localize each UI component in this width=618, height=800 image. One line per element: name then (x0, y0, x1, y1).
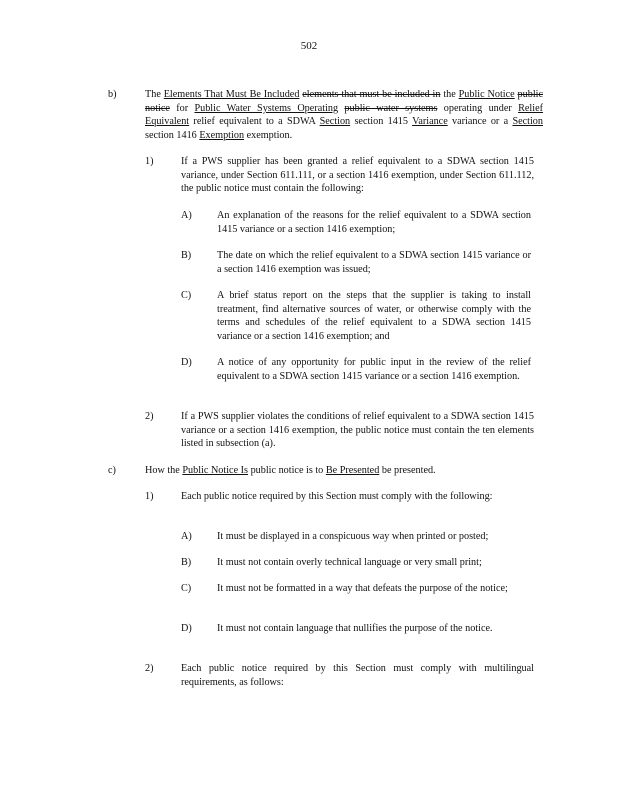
item-b1C-label: C) (181, 290, 192, 301)
item-b2-text: If a PWS supplier violates the conditions of relief equivalent to a SDWA section 1415 variance or a section 1416 exemption, the public notice must contain the ten elements listed in subsection (a). (181, 411, 534, 450)
c-segment-ins: Public Notice Is (182, 465, 249, 476)
item-b1D-text: A notice of any opportunity for public input in the review of the relief equivalent to a SDWA section 1415 variance or a section 1416 exemption. (217, 357, 531, 382)
c-segment-plain: How the (145, 465, 183, 476)
item-b1B-label: B) (181, 250, 192, 261)
b-segment-plain: section 1416 (145, 129, 200, 141)
subsection-b-heading (145, 88, 543, 142)
item-c1C-label: C) (181, 583, 192, 594)
item-b1-text: If a PWS supplier has been granted a relief equivalent to a SDWA section 1415 variance, under Section 611.111, or a section 1416 exemption, under Section 611.112, the public notice must contain the following: (181, 156, 534, 195)
b-segment-ins: Section (319, 116, 351, 128)
b-segment-plain: section 1415 (350, 116, 413, 128)
item-c2-text: Each public notice required by this Section must comply with multilingual requirements, as follows: (181, 663, 534, 688)
b-segment-ins: Elements That Must Be Included (163, 89, 300, 100)
c-segment-plain: public notice is to (248, 465, 326, 476)
b-segment-ins: Public Water Systems Operating (194, 102, 339, 114)
b-segment-ins: Section (512, 116, 543, 128)
item-b1-label: 1) (145, 156, 154, 167)
c-segment-plain: be presented. (379, 465, 436, 476)
item-c1D-label: D) (181, 623, 192, 634)
item-c1B-text: It must not contain overly technical language or very small print; (217, 557, 482, 568)
item-b2-label: 2) (145, 411, 154, 422)
b-segment-plain: relief equivalent to a SDWA (189, 116, 320, 128)
b-segment-del: public notice (145, 89, 543, 114)
item-b1A-label: A) (181, 210, 192, 221)
b-segment-ins: Variance (412, 116, 448, 128)
subsection-b-label: b) (108, 89, 117, 100)
subsection-c-label: c) (108, 465, 116, 476)
b-segment-plain: for (169, 102, 195, 114)
item-b1D-label: D) (181, 357, 192, 368)
b-segment-plain: variance or a (447, 116, 513, 128)
item-c2-label: 2) (145, 663, 154, 674)
item-c1B-label: B) (181, 557, 192, 568)
item-b1C-text: A brief status report on the steps that the supplier is taking to install treatment, find alternative sources of water, or otherwise comply with the terms and schedules of the relief equivalent to a SDWA section 1415 variance or a section 1416 exemption; and (217, 290, 531, 342)
b-segment-del: elements that must be included in (302, 89, 441, 100)
b-segment-ins: Public Notice (458, 89, 515, 100)
b-segment-ins: Exemption (199, 129, 245, 141)
item-c1A-label: A) (181, 531, 192, 542)
item-b1A-text: An explanation of the reasons for the relief equivalent to a SDWA section 1415 variance or a section 1416 exemption; (217, 210, 531, 235)
page-number: 502 (300, 40, 318, 52)
b-segment-plain: operating under (437, 102, 519, 114)
b-segment-plain: The (145, 89, 164, 100)
b-segment-ins: Relief Equivalent (145, 102, 544, 128)
item-c1-text: Each public notice required by this Section must comply with the following: (181, 491, 493, 502)
c-segment-ins: Be Presented (325, 465, 380, 476)
item-c1D-text: It must not contain language that nullifies the purpose of the notice. (217, 623, 493, 634)
item-c1A-text: It must be displayed in a conspicuous way when printed or posted; (217, 531, 489, 542)
item-c1-label: 1) (145, 491, 154, 502)
b-segment-del: public water systems (344, 102, 438, 114)
b-segment-plain: exemption. (244, 129, 293, 141)
b-segment-plain: the (440, 89, 459, 100)
subsection-c-heading (145, 464, 543, 478)
item-b1B-text: The date on which the relief equivalent to a SDWA section 1415 variance or a section 1416 exemption was issued; (217, 250, 531, 275)
item-c1C-text: It must not be formatted in a way that defeats the purpose of the notice; (217, 583, 508, 594)
